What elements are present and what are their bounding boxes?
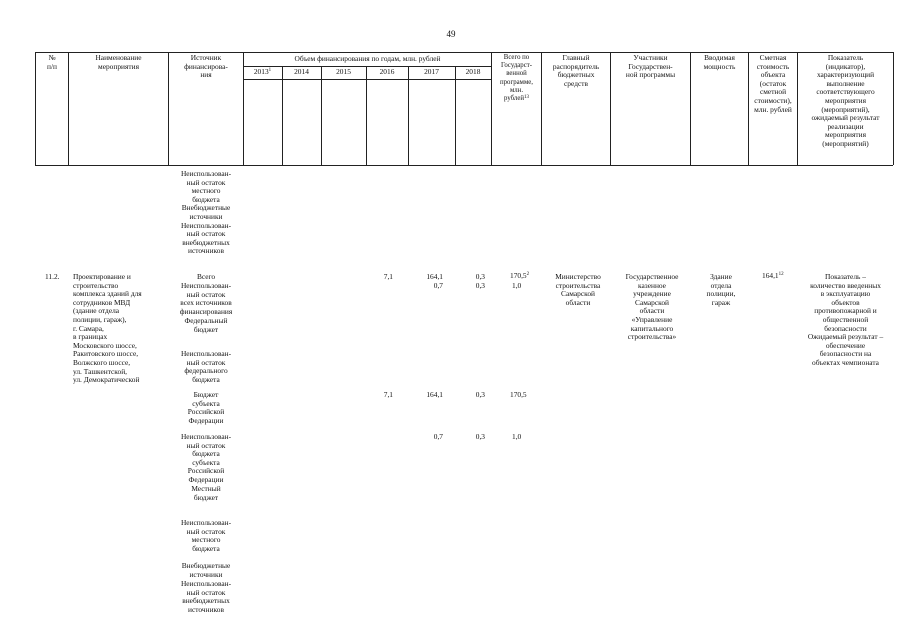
funding-source: Федеральный бюджет [184, 316, 228, 334]
funding-2018: 0,3 [475, 281, 485, 290]
header-year-2013: 2013$^1$ [253, 67, 272, 76]
header-total: Всего по Государст- венной программе, млн. рублей$^{13}$ [500, 54, 533, 103]
header-participants: Участники Государствен- ной программы [625, 53, 676, 80]
funding-2018: 0,3 [475, 432, 485, 441]
funding-2018: 0,3 [475, 272, 485, 281]
funding-2017: 164,1 [426, 272, 443, 281]
header-source: Источник финансирова- ния [184, 53, 228, 80]
header-capacity: Вводимая мощность [703, 53, 736, 71]
row-participants: Государственное казенное учреждение Самарской области «Управление капитального строительства» [625, 272, 679, 342]
header-year-2014: 2014 [294, 67, 309, 76]
page-number: 49 [446, 29, 456, 39]
row-indicator: Показатель – количество введенных в эксплуатацию объектов противопожарной и общественной безопасности Ожидаемый результат – обеспечение безопасности на объектах чемпионата [807, 272, 884, 367]
header-funding-group: Объем финансирования по годам, млн. рублей [294, 54, 441, 63]
funding-source: Внебюджетные источники [181, 561, 231, 579]
header-year-2016: 2016 [379, 67, 395, 76]
funding-2017: 0,7 [433, 281, 443, 290]
header-year-2017: 2017 [424, 67, 439, 76]
funding-2018: 0,3 [475, 390, 485, 399]
funding-source: Неиспользован- ный остаток внебюджетных источников [180, 579, 232, 614]
funding-source: Всего [196, 272, 216, 281]
funding-source: Бюджет субъекта Российской Федерации [187, 390, 225, 425]
row-number: 11.2. [45, 272, 60, 281]
funding-total: 170,5 [510, 390, 527, 399]
funding-total: 1,0 [512, 281, 522, 290]
row-name: Проектирование и строительство комплекса зданий для сотрудников МВД (здание отдела полиции, гараж), г. Самара, в границах Московского шоссе, Ракитовского шоссе, Волжского шоссе, ул. Ташкентской, ул. Демократической [73, 272, 142, 385]
funding-source: Неиспользован- ный остаток федерального бюджета [180, 349, 232, 384]
header-indicator: Показатель (индикатор), характеризующий выполнение соответствующего мероприятия (мероприятий), ожидаемый результат реализации мероприятия (мероприятий) [811, 53, 880, 148]
funding-2017: 164,1 [426, 390, 443, 399]
header-num: № п/п [47, 53, 57, 71]
funding-2016: 7,1 [383, 272, 393, 281]
funding-source: Неиспользован- ный остаток всех источников финансирования [179, 281, 233, 316]
funding-2017: 0,7 [433, 432, 443, 441]
row-chief-manager: Министерство строительства Самарской области [555, 272, 601, 307]
header-chief-manager: Главный распорядитель бюджетных средств [552, 53, 600, 88]
funding-total: 1,0 [512, 432, 522, 441]
funding-source: Неиспользован- ный остаток бюджета субъекта Российской Федерации [180, 432, 232, 484]
funding-source: Неиспользован- ный остаток местного бюджета [180, 518, 232, 553]
header-estimate: Сметная стоимость объекта (остаток сметной стоимости), млн. рублей [754, 53, 792, 114]
funding-source: Местный бюджет [191, 484, 221, 502]
header-year-2015: 2015 [336, 67, 351, 76]
funding-2016: 7,1 [383, 390, 393, 399]
header-year-2018: 2018 [465, 67, 481, 76]
row-capacity: Здание отдела полиции, гараж [706, 272, 736, 307]
header-name: Наименование мероприятия [95, 53, 142, 71]
prev-row-sources: Неиспользован- ный остаток местного бюджета Внебюджетные источники Неиспользован- ный остаток внебюджетных источников [180, 169, 232, 256]
row-estimate: 164,1$^{12}$ [762, 271, 784, 280]
funding-total: 170,5$^2$ [510, 271, 530, 280]
